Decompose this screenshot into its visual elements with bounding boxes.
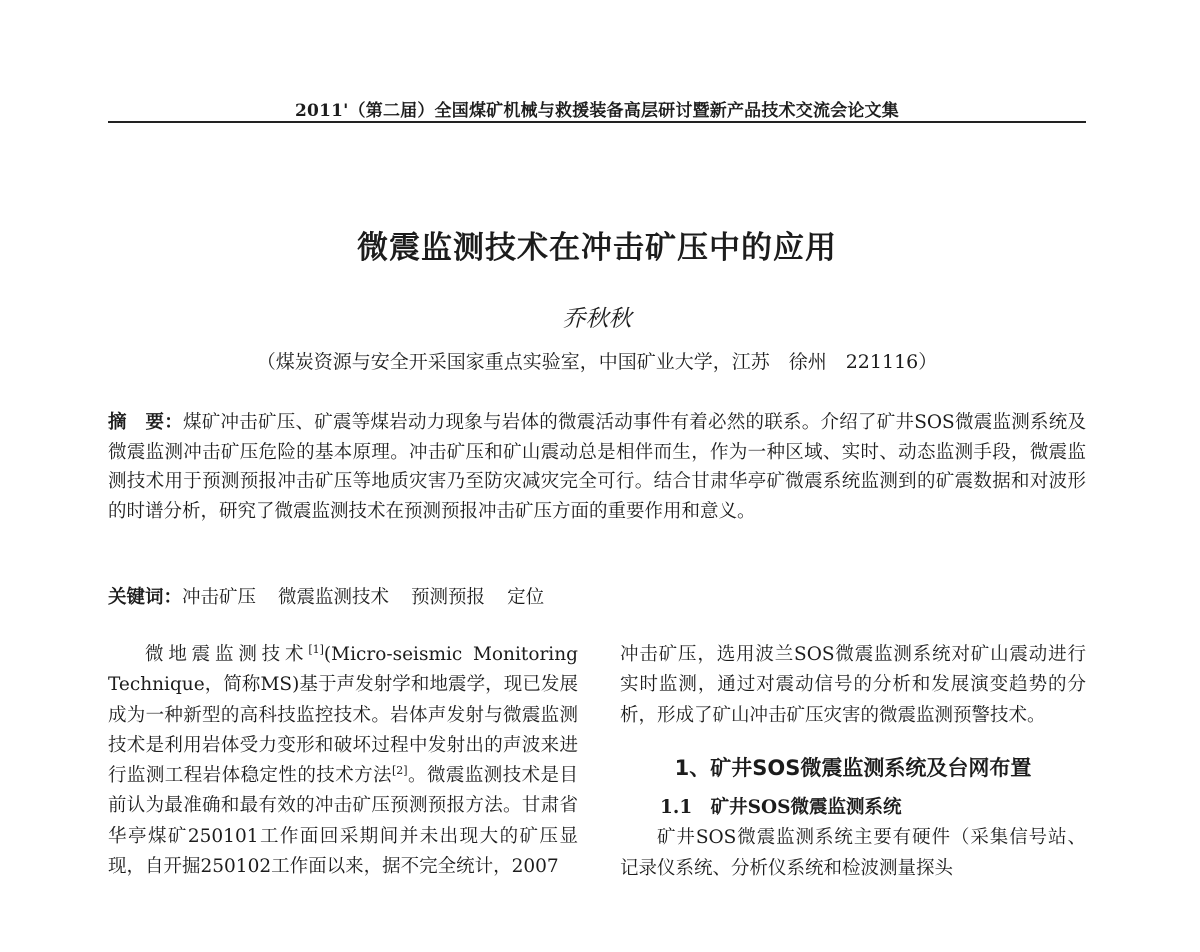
body-text: (Micro-seismic Monitoring Technique，简称MS)基于声发射学和地震学，现已发展成为一种新型的高科技监控技术。岩体声发射与微震监测技术是利用岩体受力变形和破坏过程中发射出的声波来进行监测工程岩体稳定性的技术方法 (108, 644, 578, 787)
section-heading: 1、矿井SOS微震监测系统及台网布置 (674, 755, 1032, 780)
keywords-label: 关键词： (108, 587, 183, 608)
body-column-right (620, 640, 1086, 884)
abstract (108, 408, 1086, 526)
keyword-item: 预测预报 (411, 587, 486, 608)
keyword-item: 微震监测技术 (278, 587, 390, 608)
abstract-text: 煤矿冲击矿压、矿震等煤岩动力现象与岩体的微震活动事件有着必然的联系。介绍了矿井SOS微震监测系统及微震监测冲击矿压危险的基本原理。冲击矿压和矿山震动总是相伴而生，作为一种区域、实时、动态监测手段，微震监测技术用于预测预报冲击矿压等地质灾害乃至防灾减灾完全可行。结合甘肃华亭矿微震系统监测到的矿震数据和对波形的时谱分析，研究了微震监测技术在预测预报冲击矿压方面的重要作用和意义。 (108, 412, 1086, 522)
keywords (108, 583, 1086, 612)
abstract-label: 摘 要： (108, 412, 183, 433)
subsection-heading: 1.1 矿井SOS微震监测系统 (660, 797, 902, 819)
author-affiliation: （煤炭资源与安全开采国家重点实验室，中国矿业大学，江苏 徐州 221116） (256, 351, 938, 373)
body-paragraph: 矿井SOS微震监测系统主要有硬件（采集信号站、记录仪系统、分析仪系统和检波测量探头 (620, 827, 1086, 879)
body-text: 。微震监测技术是目前认为最准确和最有效的冲击矿压预测预报方法。甘肃省华亭煤矿250101工作面回采期间并未出现大的矿压显现，自开掘250102工作面以来，据不完全统计，2007 (108, 765, 578, 878)
header-rule (108, 121, 1086, 123)
body-paragraph: 冲击矿压，选用波兰SOS微震监测系统对矿山震动进行实时监测，通过对震动信号的分析和发展演变趋势的分析，形成了矿山冲击矿压灾害的微震监测预警技术。 (620, 644, 1086, 726)
keyword-item: 冲击矿压 (182, 587, 257, 608)
body-paragraph (108, 640, 578, 882)
running-header: 2011'（第二届）全国煤矿机械与救援装备高层研讨暨新产品技术交流会论文集 (295, 101, 899, 121)
author-name: 乔秋秋 (562, 306, 632, 332)
citation-2: [2] (392, 764, 408, 778)
keyword-item: 定位 (507, 587, 545, 608)
citation-1: [1] (308, 642, 324, 656)
body-text: 微地震监测技术 (145, 644, 309, 665)
body-column-left (108, 640, 578, 882)
paper-title: 微震监测技术在冲击矿压中的应用 (357, 230, 837, 266)
